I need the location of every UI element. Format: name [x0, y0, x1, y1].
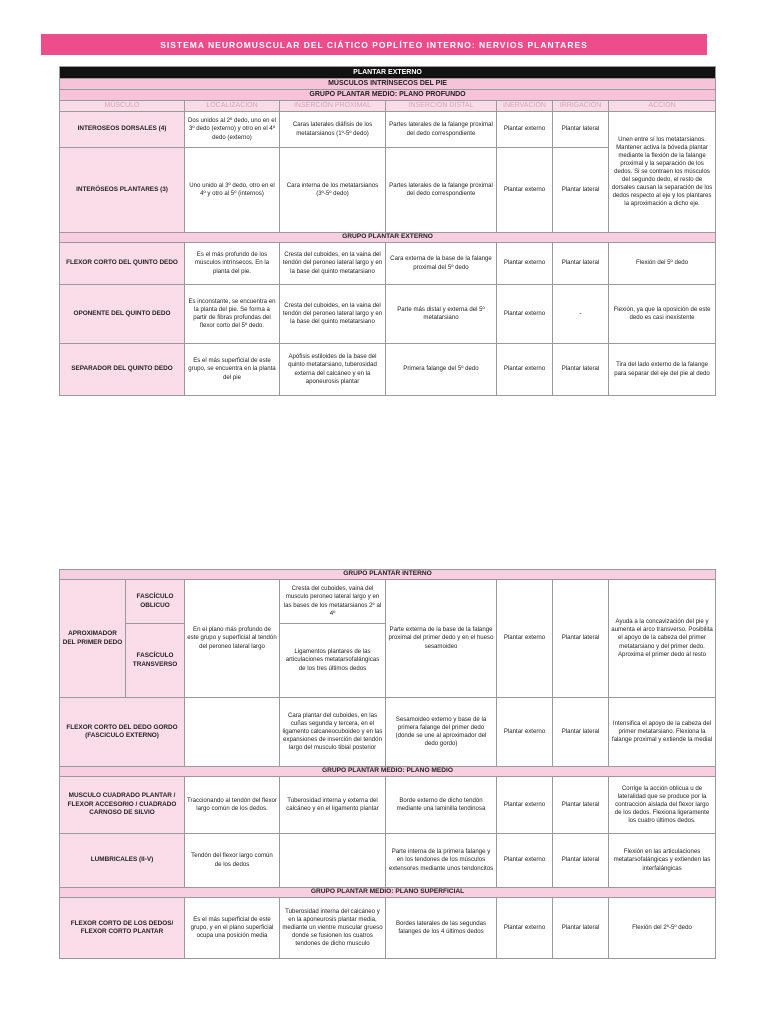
column-header: IRRIGACIÓN	[553, 101, 609, 112]
cell-distal: Parte externa de la base de la falange proximal del primer dedo y en el hueso sesamoideo	[386, 580, 497, 698]
cell-localizacion: Uno unido al 3º dedo, otro en el 4º y otro al 5º (internos)	[185, 148, 280, 233]
cell-distal: Partes laterales de la falange proximal del dedo correspondiente	[386, 112, 497, 148]
group-header-row	[60, 233, 716, 243]
cell-inervacion: Plantar externo	[497, 243, 553, 285]
cell-irrigacion: Plantar lateral	[553, 898, 609, 959]
document-title: SISTEMA NEUROMUSCULAR DEL CIÁTICO POPLÍTEO INTERNO: NERVIOS PLANTARES	[160, 39, 588, 50]
cell-proximal: Tuberosidad interna del calcáneo y en la aponeurosis plantar media, mediante un vientre muscular grueso donde se fusionen los cuatros tendones de dicho musculo	[280, 898, 386, 959]
cell-irrigacion: Plantar lateral	[553, 243, 609, 285]
column-header: INSERCIÓN PROXIMAL	[280, 101, 386, 112]
table-row	[60, 777, 716, 834]
group-header-row	[60, 570, 716, 580]
muscle-name: FLEXOR CORTO DEL DEDO GORDO (FASCICULO EXTERNO)	[60, 698, 185, 767]
cell-localizacion: Dos unidos al 2º dedo, uno en el 3º dedo (externo) y otro en el 4º dedo (externo)	[185, 112, 280, 148]
fasciculo-name: FASCÍCULO OBLICUO	[126, 580, 185, 624]
muscle-name: LUMBRICALES (II-V)	[60, 834, 185, 888]
cell-distal: Primera falange del 5º dedo	[386, 344, 497, 396]
column-header-row	[60, 101, 716, 112]
table-row	[60, 112, 716, 148]
cell-irrigacion: Plantar lateral	[553, 148, 609, 233]
cell-accion: Corrige la acción oblicua u de lateralidad que se produce por la contracción aislada del flexor largo de los dedos. Flexiona ligeramente los cuatro últimos dedos.	[609, 777, 716, 834]
group-title: GRUPO PLANTAR EXTERNO	[60, 233, 716, 243]
group-title: GRUPO PLANTAR MEDIO: PLANO PROFUNDO	[60, 90, 716, 101]
group-title: GRUPO PLANTAR MEDIO: PLANO SUPERFICIAL	[60, 888, 716, 898]
cell-inervacion: Plantar externo	[497, 112, 553, 148]
table-row	[60, 285, 716, 344]
cell-irrigacion: Plantar lateral	[553, 834, 609, 888]
section-title: PLANTAR EXTERNO	[60, 67, 716, 79]
table-plantar-externo	[59, 66, 716, 396]
cell-localizacion: Traccionando al tendón del flexor largo común de los dedos.	[185, 777, 280, 834]
table-row	[60, 898, 716, 959]
cell-accion: Flexión del 5º dedo	[609, 243, 716, 285]
cell-distal: Cara externa de la base de la falange proximal del 5º dedo	[386, 243, 497, 285]
muscle-name: FLEXOR CORTO DEL QUINTO DEDO	[60, 243, 185, 285]
cell-irrigacion: Plantar lateral	[553, 777, 609, 834]
column-header: ACCIÓN	[609, 101, 716, 112]
cell-inervacion: Plantar externo	[497, 344, 553, 396]
table-row	[60, 344, 716, 396]
group-title: GRUPO PLANTAR MEDIO: PLANO MEDIO	[60, 767, 716, 777]
cell-localizacion: En el plano más profundo de este grupo y superficial al tendón del peroneo lateral largo	[185, 580, 280, 698]
cell-inervacion: Plantar externo	[497, 777, 553, 834]
table-row	[60, 580, 716, 624]
muscle-name: OPONENTE DEL QUINTO DEDO	[60, 285, 185, 344]
group-title: GRUPO PLANTAR INTERNO	[60, 570, 716, 580]
cell-distal: Parte interna de la primera falange y en los tendones de los músculos extensores mediante unos tendoncitos	[386, 834, 497, 888]
subsection-title: MÚSCULOS INTRÍNSECOS DEL PIE	[60, 79, 716, 90]
cell-localizacion: Es inconstante, se encuentra en la planta del pie. Se forma a partir de fibras profundas del flexor corto del 5º dedo.	[185, 285, 280, 344]
cell-proximal: Tuberosidad interna y externa del calcáneo y en el ligamento plantar	[280, 777, 386, 834]
cell-irrigacion: Plantar lateral	[553, 698, 609, 767]
muscle-name: INTERÓSEOS PLANTARES (3)	[60, 148, 185, 233]
group-header-row	[60, 767, 716, 777]
muscle-name: APROXIMADOR DEL PRIMER DEDO	[60, 580, 126, 698]
cell-proximal: Cara interna de los metatarsianos (3º-5º dedo)	[280, 148, 386, 233]
cell-distal: Borde externo de dicho tendón mediante una laminilla tendinosa	[386, 777, 497, 834]
cell-localizacion: Es el más superficial de este grupo, y en el plano superficial ocupa una posición media	[185, 898, 280, 959]
cell-accion: Tira del lado externo de la falange para separar del eje del pie al dedo	[609, 344, 716, 396]
column-header: INSERCIÓN DISTAL	[386, 101, 497, 112]
cell-proximal: Cresta del cuboides, en la vaina del tendón del peroneo lateral largo y en la base del quinto metatarsiano	[280, 243, 386, 285]
cell-inervacion: Plantar externo	[497, 698, 553, 767]
group-header-row	[60, 888, 716, 898]
document-title-banner	[41, 34, 707, 55]
cell-proximal	[280, 834, 386, 888]
column-header: MÚSCULO	[60, 101, 185, 112]
table-row	[60, 834, 716, 888]
cell-localizacion: Es el más profundo de los músculos intrínsecos. En la planta del pie.	[185, 243, 280, 285]
table-plantar-interno	[59, 569, 716, 959]
cell-accion: Flexión en las articulaciones metatarsofalángicas y extienden las interfalángicas	[609, 834, 716, 888]
cell-proximal: Apófisis estiloides de la base del quinto metatarsiano, tuberosidad externa del calcáneo y en la aponeurosis plantar	[280, 344, 386, 396]
cell-proximal: Caras laterales diáfisis de los metatarsianos (1º-5º dedo)	[280, 112, 386, 148]
cell-proximal: Ligamentos plantares de las articulaciones metatarsofalángicas de los tres últimos dedos	[280, 624, 386, 698]
cell-proximal: Cresta del cuboides, en la vaina del tendón del peroneo lateral largo y en la base del quinto metatarsiano	[280, 285, 386, 344]
cell-accion: Flexión del 2º-5º dedo	[609, 898, 716, 959]
group-header-row	[60, 90, 716, 101]
cell-inervacion: Plantar externo	[497, 834, 553, 888]
cell-accion: Ayuda a la concavización del pie y aumenta el arco transverso. Posibilita el apoyo de la cabeza del primer metatarsiano y del primer dedo. Aproxima el primer dedo al resto	[609, 580, 716, 698]
column-header: INERVACIÓN	[497, 101, 553, 112]
cell-accion: Flexión, ya que la oposición de este dedo es casi inexistente	[609, 285, 716, 344]
cell-accion: Intensifica el apoyo de la cabeza del primer metatarsiano. Flexiona la falange proximal y extiende la medial	[609, 698, 716, 767]
cell-irrigacion: Plantar lateral	[553, 344, 609, 396]
muscle-name: INTEROSEOS DORSALES (4)	[60, 112, 185, 148]
cell-inervacion: Plantar externo	[497, 580, 553, 698]
cell-distal: Partes laterales de la falange proximal del dedo correspondiente	[386, 148, 497, 233]
table-row	[60, 243, 716, 285]
muscle-name: MUSCULO CUADRADO PLANTAR / FLEXOR ACCESORIO / CUADRADO CARNOSO DE SILVIO	[60, 777, 185, 834]
cell-distal: Bordes laterales de las segundas falanges de los 4 últimos dedos	[386, 898, 497, 959]
cell-localizacion	[185, 698, 280, 767]
cell-distal: Parte más distal y externa del 5º metatarsiano	[386, 285, 497, 344]
fasciculo-name: FASCÍCULO TRANSVERSO	[126, 624, 185, 698]
cell-inervacion: Plantar externo	[497, 898, 553, 959]
cell-proximal: Cara plantar del cuboides, en las cuñas segunda y tercera, en el ligamento calcaneocuboideo y en las expansiones de inserción del tendón largo del musculo tibial posterior	[280, 698, 386, 767]
muscle-name: SEPARADOR DEL QUINTO DEDO	[60, 344, 185, 396]
cell-irrigacion: -	[553, 285, 609, 344]
cell-distal: Sesamoideo externo y base de la primera falange del primer dedo (donde se une al aproximador del dedo gordo)	[386, 698, 497, 767]
cell-inervacion: Plantar externo	[497, 285, 553, 344]
column-header: LOCALIZACIÓN	[185, 101, 280, 112]
cell-inervacion: Plantar externo	[497, 148, 553, 233]
table-row	[60, 698, 716, 767]
cell-localizacion: Tendón del flexor largo común de los dedos	[185, 834, 280, 888]
section-header-row	[60, 67, 716, 79]
cell-irrigacion: Plantar lateral	[553, 112, 609, 148]
cell-proximal: Cresta del cuboides, vaina del musculo peroneo lateral largo y en las bases de los metatarsianos 2º al 4º	[280, 580, 386, 624]
muscle-name: FLEXOR CORTO DE LOS DEDOS/ FLEXOR CORTO PLANTAR	[60, 898, 185, 959]
subsection-header-row	[60, 79, 716, 90]
cell-accion: Unen entre sí los metatarsianos. Mantener activa la bóveda plantar mediante la flexión de la falange proximal y la separación de los dedos. Si se contraen los músculos del segundo dedo, el resto de dorsales causan la separación de los dedos respecto al eje y los plantares la aproximación a dicho eje.	[609, 112, 716, 233]
cell-irrigacion: Plantar lateral	[553, 580, 609, 698]
cell-localizacion: Es el más superficial de este grupo, se encuentra en la planta del pie	[185, 344, 280, 396]
